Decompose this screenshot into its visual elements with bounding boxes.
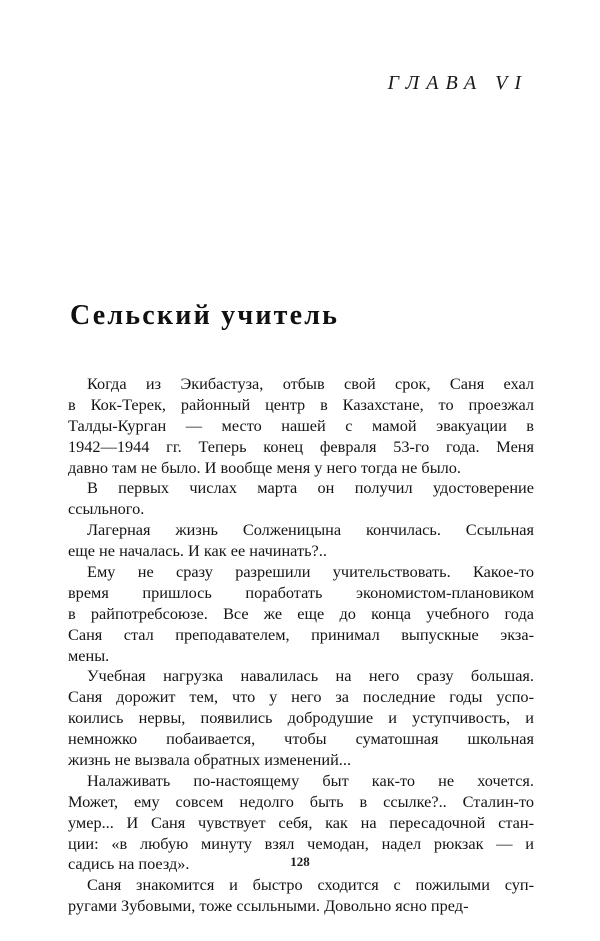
paragraph [68,875,534,917]
text-line: Ему не сразу разрешили учительствовать. Какое-то [87,562,534,582]
paragraph [68,478,534,520]
text-line: в Кок-Терек, районный центр в Казахстане, то проезжал [68,394,534,414]
text-line: жизнь не вызвала обратных изменений... [68,750,352,770]
text-line: В первых числах марта он получил удостоверение [87,478,534,498]
text-line: ругами Зубовыми, тоже ссыльными. Довольно ясно пред- [68,896,469,916]
text-line: ссыльного. [68,499,145,519]
text-line: 1942—1944 гг. Теперь конец февраля 53-го года. Меня [68,436,534,456]
paragraph [68,520,534,562]
page-number: 128 [290,854,310,869]
chapter-title: Сельский учитель [70,300,340,331]
body-text [68,374,534,917]
text-line: Может, ему совсем недолго быть в ссылке?.. Сталин-то [68,791,534,811]
text-line: Саня стал преподавателем, принимал выпускные экза- [68,624,534,644]
text-line: немножко побаивается, чтобы суматошная школьная [68,729,534,749]
text-line: Учебная нагрузка навалилась на него сразу большая. [87,666,534,686]
text-line: еще не началась. И как ее начинать?.. [68,541,327,561]
text-line: в райпотребсоюзе. Все же еще до конца учебного года [68,603,534,623]
text-line: мены. [68,645,110,665]
chapter-label: ГЛАВА VI [387,72,528,94]
text-line: Саня знакомится и быстро сходится с пожилыми суп- [87,875,534,895]
text-line: Налаживать по-настоящему быт как-то не хочется. [87,770,534,790]
text-line: Когда из Экибастуза, отбыв свой срок, Саня ехал [87,374,534,393]
text-line: ции: «в любую минуту взял чемодан, надел рюкзак — и [68,833,534,853]
text-line: умер... И Саня чувствует себя, как на пересадочной стан- [68,812,534,832]
text-line: коились нервы, появились добродушие и уступчивость, и [68,708,534,728]
text-line: давно там не было. И вообще меня у него тогда не было. [68,457,461,477]
paragraph [68,562,534,666]
text-line: Саня дорожит тем, что у него за последние годы успо- [68,687,534,707]
text-line: время пришлось поработать экономистом-плановиком [68,582,534,602]
paragraph [68,374,534,478]
paragraph [68,666,534,770]
text-line: Талды-Курган — место нашей с мамой эвакуации в [68,415,534,435]
text-line: Лагерная жизнь Солженицына кончилась. Ссыльная [87,520,534,540]
text-line: садись на поезд». [68,854,190,874]
